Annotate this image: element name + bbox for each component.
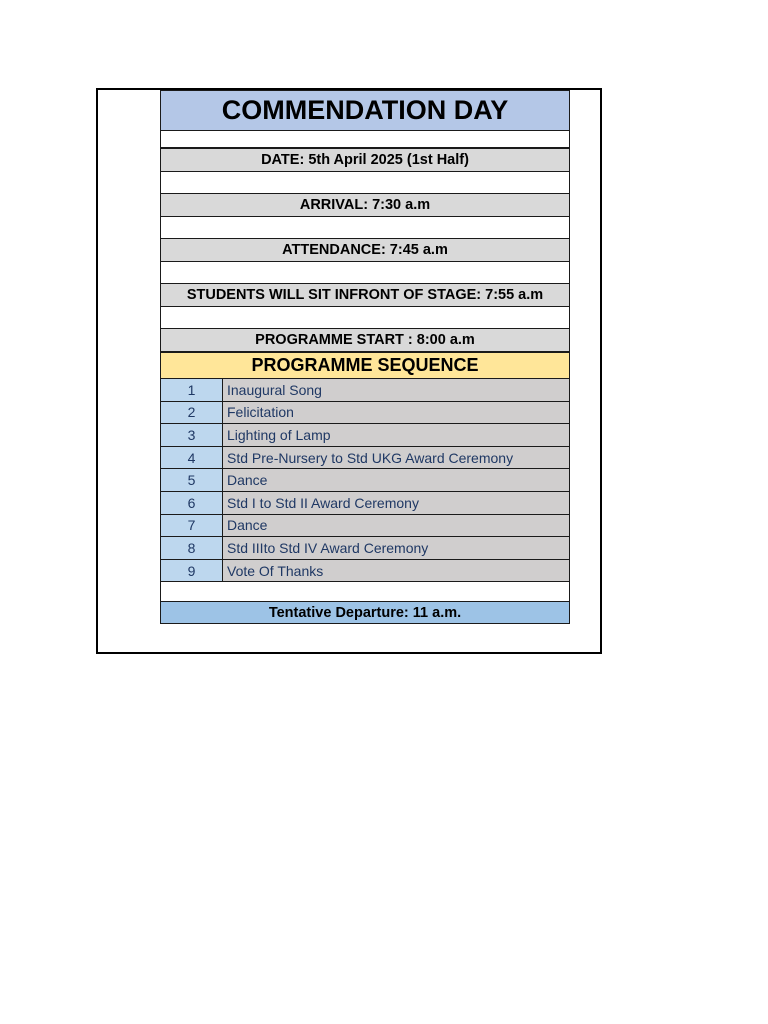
arrival-row: ARRIVAL: 7:30 a.m — [160, 194, 570, 217]
list-item — [160, 469, 570, 492]
item-label: Std IIIto Std IV Award Ceremony — [223, 537, 569, 559]
item-label: Vote Of Thanks — [223, 560, 569, 582]
item-label: Felicitation — [223, 402, 569, 424]
item-label: Dance — [223, 515, 569, 537]
list-item — [160, 537, 570, 560]
list-item — [160, 515, 570, 538]
attendance-row: ATTENDANCE: 7:45 a.m — [160, 239, 570, 262]
item-number: 9 — [161, 560, 223, 582]
item-number: 3 — [161, 424, 223, 446]
departure-row: Tentative Departure: 11 a.m. — [160, 602, 570, 624]
blank-row — [160, 131, 570, 149]
blank-row — [160, 582, 570, 602]
item-label: Std I to Std II Award Ceremony — [223, 492, 569, 514]
list-item — [160, 492, 570, 515]
seating-row: STUDENTS WILL SIT INFRONT OF STAGE: 7:55 a.m — [160, 284, 570, 307]
item-number: 5 — [161, 469, 223, 491]
item-label: Dance — [223, 469, 569, 491]
item-number: 4 — [161, 447, 223, 469]
blank-row — [160, 307, 570, 329]
blank-row — [160, 217, 570, 239]
programme-sequence-header: PROGRAMME SEQUENCE — [160, 352, 570, 379]
programme-start-row: PROGRAMME START : 8:00 a.m — [160, 329, 570, 352]
list-item — [160, 447, 570, 470]
item-number: 1 — [161, 379, 223, 401]
item-number: 8 — [161, 537, 223, 559]
blank-row — [160, 262, 570, 284]
list-item — [160, 379, 570, 402]
item-label: Lighting of Lamp — [223, 424, 569, 446]
programme-sequence-list — [160, 379, 570, 582]
document-title: COMMENDATION DAY — [160, 90, 570, 131]
list-item — [160, 424, 570, 447]
item-label: Inaugural Song — [223, 379, 569, 401]
list-item — [160, 402, 570, 425]
schedule-sheet — [160, 90, 570, 624]
item-number: 2 — [161, 402, 223, 424]
item-label: Std Pre-Nursery to Std UKG Award Ceremony — [223, 447, 569, 469]
item-number: 7 — [161, 515, 223, 537]
item-number: 6 — [161, 492, 223, 514]
blank-row — [160, 172, 570, 194]
list-item — [160, 560, 570, 583]
date-row: DATE: 5th April 2025 (1st Half) — [160, 149, 570, 172]
